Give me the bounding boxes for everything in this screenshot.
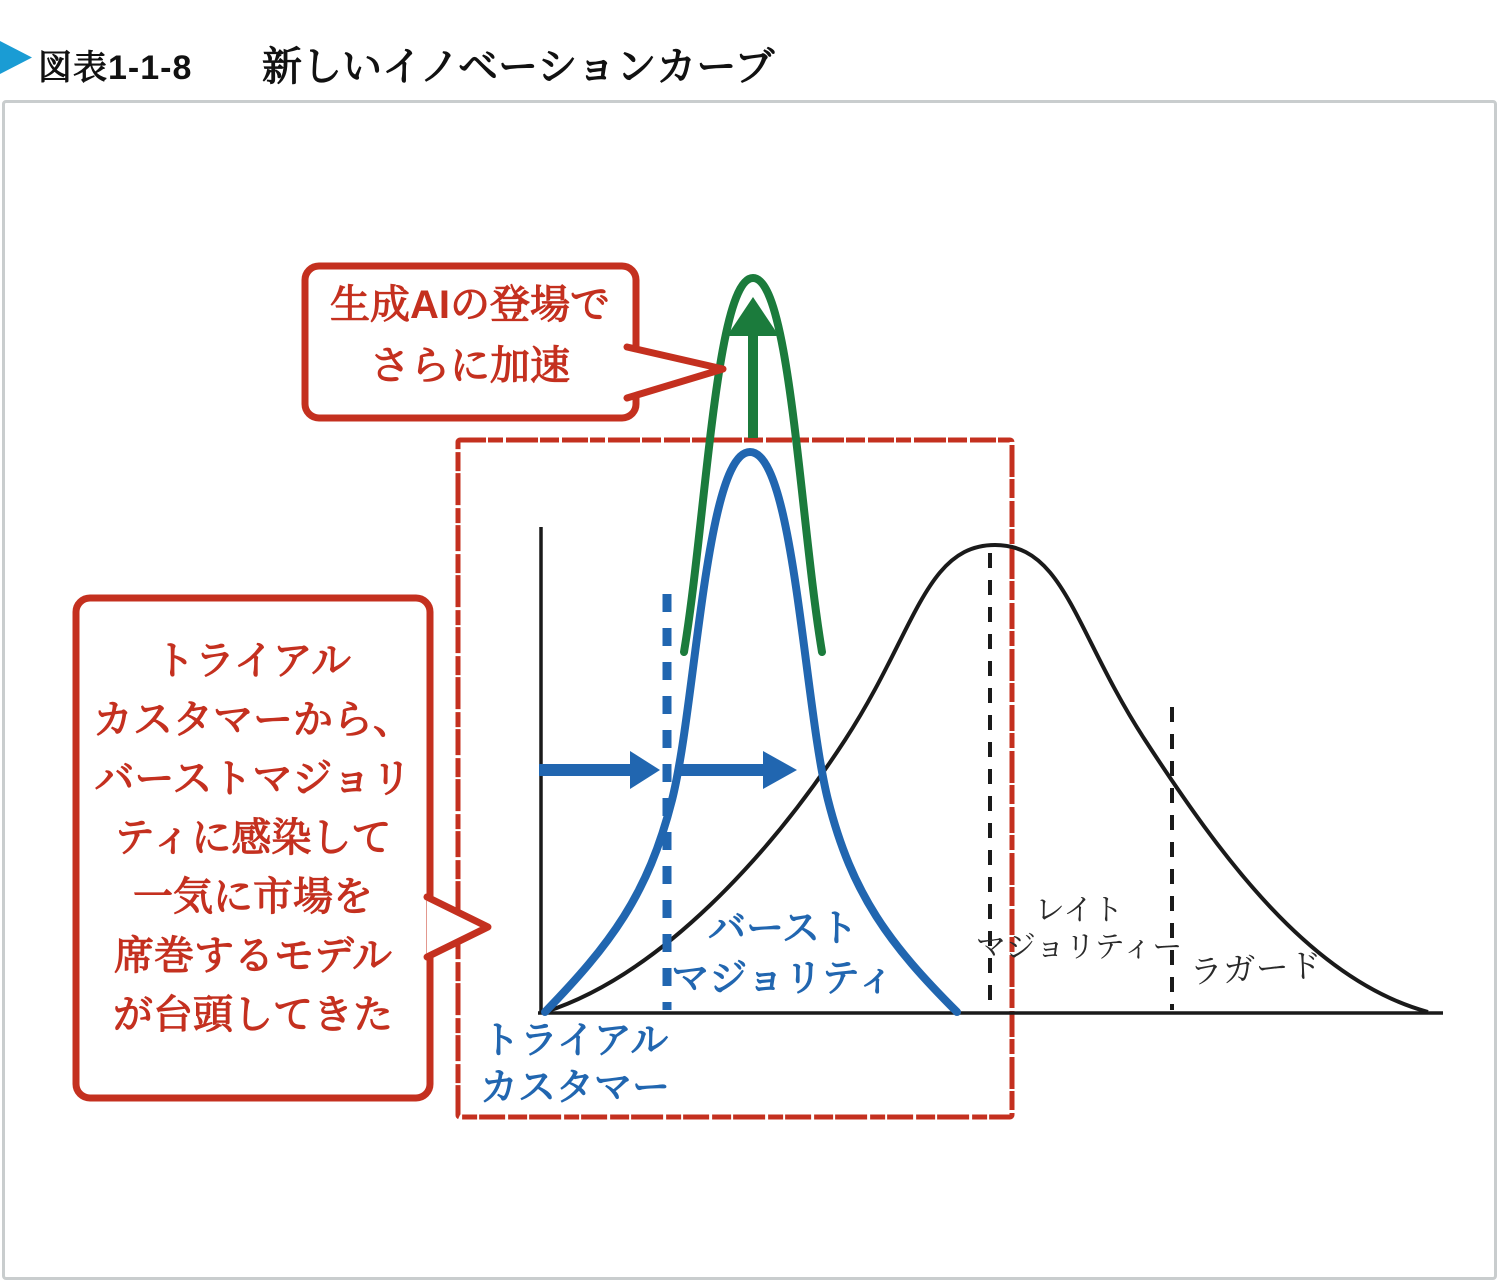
right-arrow-head-icon: [763, 751, 797, 789]
callout-left-line7: が台頭してきた: [113, 993, 393, 1037]
callout-generative-ai: [305, 266, 723, 418]
trial-customer-label-line2: カスタマー: [480, 1067, 671, 1109]
callout-burst-model: [76, 598, 488, 1098]
figure-label: 図表1-1-8: [38, 49, 193, 87]
figure-title: 新しいイノベーションカーブ: [262, 45, 775, 89]
callout-left-line5: 一気に市場を: [133, 875, 373, 919]
callout-tail: [627, 347, 723, 398]
acceleration-up-arrow: [727, 297, 779, 438]
callout-left-line2: カスタマーから、: [93, 698, 413, 742]
callout-left-line4: ティに感染して: [114, 816, 392, 860]
laggard-label: ラガード: [1188, 946, 1323, 991]
right-arrow-head-icon: [630, 751, 660, 789]
callout-left-line1: トライアル: [155, 639, 351, 683]
callout-left-line6: 席巻するモデル: [114, 934, 392, 978]
late-majority-label-line1: レイト: [1034, 894, 1124, 927]
shift-right-arrow-left: [539, 751, 660, 789]
callout-top-line1: 生成AIの登場で: [330, 283, 610, 327]
burst-majority-label-line2: マジョリティ: [671, 958, 895, 1000]
callout-top-line2: さらに加速: [370, 344, 570, 388]
callout-left-line3: バーストマジョリ: [94, 757, 412, 801]
shift-right-arrow-right: [678, 751, 797, 789]
late-majority-label-line2: マジョリティー: [975, 931, 1183, 964]
burst-majority-label-line1: バースト: [707, 908, 859, 950]
trial-customer-label-line1: トライアル: [482, 1020, 669, 1062]
